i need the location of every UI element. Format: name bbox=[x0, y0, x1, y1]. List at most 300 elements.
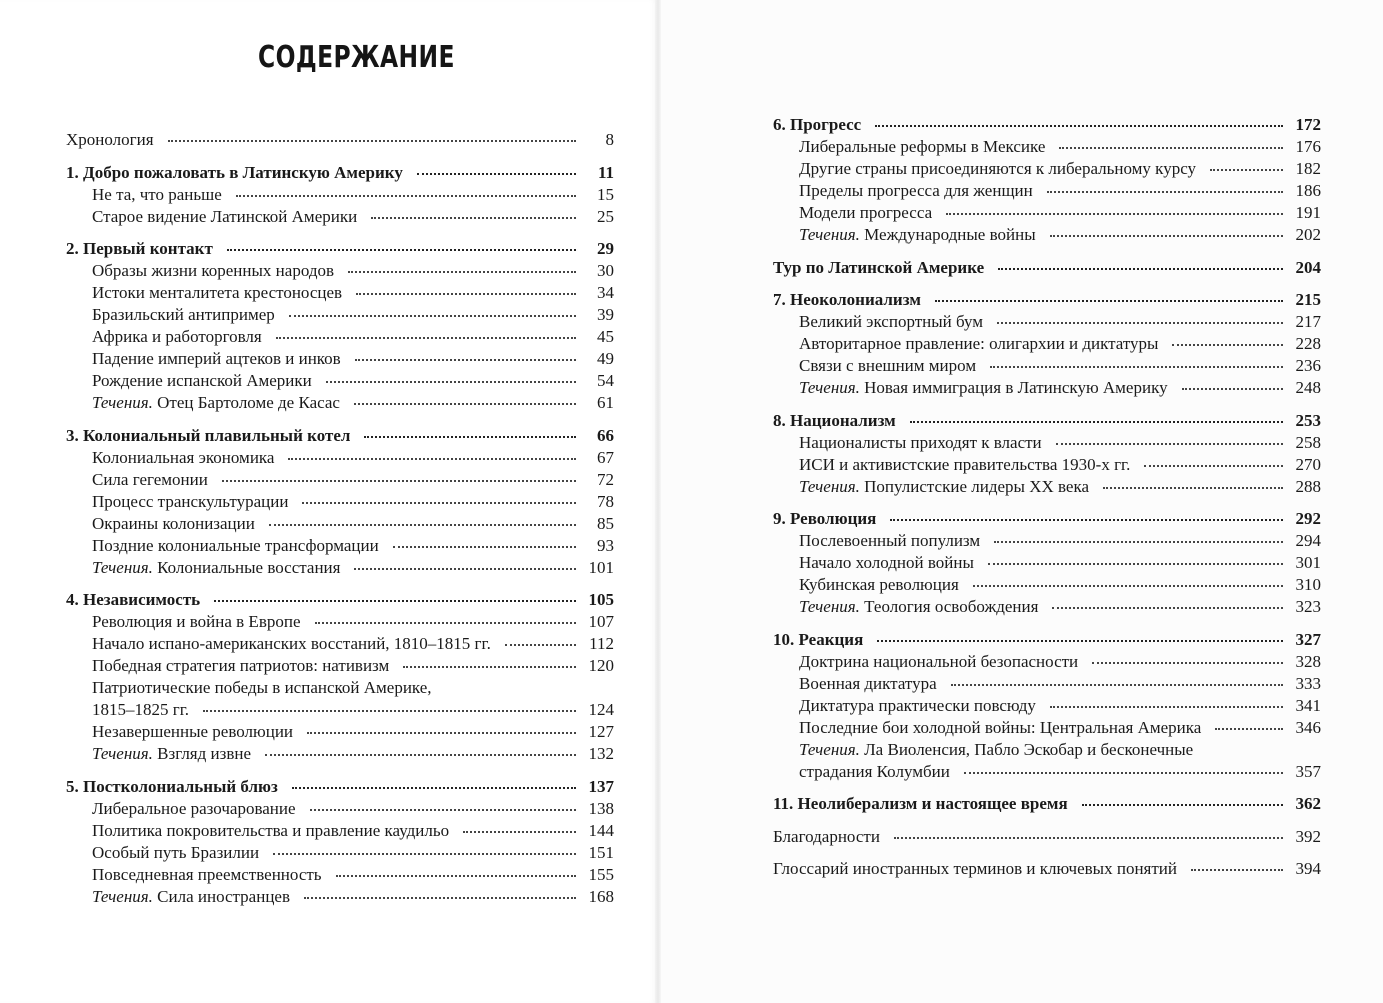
leader-dots bbox=[315, 622, 577, 624]
toc-page-number: 107 bbox=[588, 612, 614, 631]
leader-dots bbox=[1059, 147, 1283, 149]
toc-entry-label bbox=[92, 326, 262, 348]
toc-entry-label bbox=[66, 589, 200, 611]
toc-entry-chapter[interactable] bbox=[773, 508, 1321, 530]
toc-chapter-block bbox=[66, 162, 614, 228]
toc-page-number: 202 bbox=[1295, 225, 1321, 244]
toc-entry-subsection[interactable] bbox=[66, 820, 614, 842]
toc-entry-label bbox=[799, 476, 1089, 498]
leader-dots bbox=[1082, 804, 1283, 806]
toc-entry-label bbox=[773, 410, 896, 432]
toc-page-number: 270 bbox=[1295, 454, 1321, 474]
toc-entry-subsection[interactable] bbox=[66, 184, 614, 206]
toc-entry-label bbox=[92, 282, 342, 304]
toc-entry-chapter[interactable] bbox=[66, 776, 614, 798]
currents-prefix: Течения. bbox=[92, 744, 153, 763]
toc-entry-label bbox=[92, 184, 222, 206]
leader-dots bbox=[1172, 344, 1283, 346]
toc-page-number: 137 bbox=[588, 776, 614, 796]
toc-entry-subsection[interactable] bbox=[773, 673, 1321, 695]
leader-dots bbox=[356, 293, 576, 295]
toc-entry-label: Хронология bbox=[66, 130, 154, 149]
toc-entry-subsection[interactable] bbox=[66, 699, 614, 721]
currents-prefix: Течения. bbox=[799, 597, 860, 616]
toc-entry-label bbox=[92, 260, 334, 282]
toc-page-number: 172 bbox=[1295, 115, 1321, 134]
leader-dots bbox=[292, 787, 576, 789]
toc-entry-label bbox=[92, 348, 341, 370]
toc-entry-label bbox=[92, 820, 449, 842]
leader-dots bbox=[336, 875, 576, 877]
toc-entry-text: Международные войны bbox=[864, 225, 1036, 244]
toc-page-number: 151 bbox=[588, 842, 614, 862]
toc-entry-subsection[interactable] bbox=[773, 377, 1321, 399]
toc-entry-label bbox=[799, 377, 1168, 399]
currents-prefix: Течения. bbox=[799, 378, 860, 397]
toc-page-number: 327 bbox=[1295, 629, 1321, 649]
toc-page-number: 258 bbox=[1295, 432, 1321, 452]
toc-entry-chapter[interactable] bbox=[773, 257, 1321, 279]
toc-entry-subsection[interactable] bbox=[773, 454, 1321, 476]
toc-chapter-block bbox=[66, 425, 614, 579]
leader-dots bbox=[894, 837, 1283, 839]
toc-entry-label bbox=[66, 425, 350, 447]
leader-dots bbox=[946, 213, 1283, 215]
toc-entry-label bbox=[799, 695, 1036, 717]
book-gutter bbox=[655, 0, 661, 1003]
toc-entry-subsection[interactable] bbox=[66, 348, 614, 370]
toc-entry-label bbox=[799, 432, 1042, 454]
toc-page-number: 138 bbox=[588, 798, 614, 818]
toc-entry-label bbox=[799, 530, 980, 552]
toc-entry-text: Незавершенные революции bbox=[92, 722, 294, 741]
toc-page-number: 66 bbox=[597, 425, 614, 445]
leader-dots bbox=[951, 684, 1283, 686]
leader-dots bbox=[222, 480, 576, 482]
toc-entry-label bbox=[92, 721, 293, 743]
toc-entry-text: Начало холодной войны bbox=[799, 553, 974, 572]
toc-page-number: 182 bbox=[1295, 159, 1321, 178]
toc-page-number: 54 bbox=[597, 371, 614, 390]
toc-entry-text: Процесс транскультурации bbox=[92, 491, 289, 511]
toc-entry-text: Истоки менталитета крестоносцев bbox=[92, 283, 343, 302]
toc-entry-text: Революция и война в Европе bbox=[92, 612, 301, 631]
leader-dots bbox=[1050, 235, 1283, 237]
toc-entry-text: Тур по Латинской Америке bbox=[773, 257, 985, 277]
leader-dots bbox=[1047, 191, 1283, 193]
toc-entry-label bbox=[773, 114, 861, 136]
toc-entry-label bbox=[92, 611, 301, 633]
toc-entry-text: Повседневная преемственность bbox=[92, 864, 322, 884]
toc-entry-subsection[interactable] bbox=[66, 491, 614, 513]
toc-entry-label bbox=[799, 552, 974, 574]
toc-entry-subsection[interactable] bbox=[66, 743, 614, 765]
toc-page-number: 168 bbox=[588, 886, 614, 906]
toc-entry-subsection[interactable] bbox=[66, 326, 614, 348]
leader-dots bbox=[364, 436, 576, 438]
toc-entry-text: Политика покровительства и правление каудильо bbox=[92, 820, 450, 840]
toc-entry-subsection[interactable] bbox=[66, 886, 614, 908]
toc-chronology-block bbox=[66, 129, 614, 151]
toc-page-number: 292 bbox=[1295, 509, 1321, 528]
toc-entry-label bbox=[92, 864, 322, 886]
toc-entry-subsection[interactable] bbox=[66, 513, 614, 535]
toc-entry-label bbox=[92, 535, 379, 557]
toc-entry-text: Бразильский антипример bbox=[92, 305, 275, 324]
toc-entry-subsection[interactable] bbox=[66, 370, 614, 392]
toc-entry-label bbox=[773, 793, 1068, 815]
toc-page-number: 310 bbox=[1295, 575, 1321, 594]
toc-entry-subsection[interactable] bbox=[773, 717, 1321, 739]
toc-page-number: 8 bbox=[605, 130, 614, 149]
toc-entry-text: 10. Реакция bbox=[773, 629, 864, 649]
toc-entry-text-line1: Ла Виоленсия, Пабло Эскобар и бесконечные bbox=[864, 739, 1194, 759]
toc-entry-subsection[interactable] bbox=[66, 469, 614, 491]
toc-entry-text: Диктатура практически повсюду bbox=[799, 695, 1036, 715]
toc-entry-text: Доктрина национальной безопасности bbox=[799, 651, 1079, 671]
leader-dots bbox=[326, 381, 576, 383]
leader-dots bbox=[1103, 487, 1283, 489]
toc-page-number: 85 bbox=[597, 513, 614, 533]
toc-entry-text: 5. Постколониальный блюз bbox=[66, 776, 278, 796]
toc-page-number: 124 bbox=[588, 700, 614, 719]
toc-entry-text: 1. Добро пожаловать в Латинскую Америку bbox=[66, 162, 403, 182]
page-title: СОДЕРЖАНИЕ bbox=[258, 40, 455, 75]
toc-entry-subsection[interactable] bbox=[66, 633, 614, 655]
toc-entry-subsection[interactable] bbox=[66, 392, 614, 414]
leader-dots bbox=[935, 300, 1283, 302]
toc-acknowledgements-block bbox=[773, 826, 1321, 848]
toc-entry-label bbox=[66, 238, 213, 260]
toc-entry-label bbox=[92, 633, 491, 655]
toc-entry-subsection[interactable] bbox=[66, 206, 614, 228]
toc-page-number: 39 bbox=[597, 305, 614, 324]
toc-entry-text: Не та, что раньше bbox=[92, 184, 222, 204]
toc-entry-label bbox=[799, 651, 1078, 673]
toc-entry-subsection[interactable] bbox=[773, 530, 1321, 552]
toc-entry-text: 9. Революция bbox=[773, 509, 877, 528]
toc-entry-text: Великий экспортный бум bbox=[799, 312, 984, 331]
leader-dots bbox=[973, 585, 1283, 587]
toc-entry-text: Победная стратегия патриотов: нативизм bbox=[92, 656, 390, 675]
toc-entry-text-line1: Патриотические победы в испанской Америке, bbox=[92, 678, 432, 697]
leader-dots bbox=[354, 568, 576, 570]
toc-page-number: 248 bbox=[1295, 378, 1321, 397]
toc-entry-label bbox=[773, 257, 984, 279]
toc-page-number: 186 bbox=[1295, 181, 1321, 200]
toc-entry-label bbox=[92, 842, 259, 864]
toc-entry-chronology[interactable] bbox=[66, 129, 614, 151]
toc-entry-subsection[interactable] bbox=[773, 552, 1321, 574]
leader-dots bbox=[203, 710, 576, 712]
toc-entry-text: Рождение испанской Америки bbox=[92, 371, 312, 390]
toc-page-number: 217 bbox=[1295, 312, 1321, 331]
toc-page-number: 93 bbox=[597, 535, 614, 555]
toc-entry-text: Модели прогресса bbox=[799, 203, 933, 222]
toc-page-number: 215 bbox=[1295, 290, 1321, 309]
toc-entry-chapter[interactable] bbox=[66, 238, 614, 260]
toc-entry-label bbox=[799, 158, 1196, 180]
leader-dots bbox=[877, 640, 1283, 642]
leader-dots bbox=[997, 322, 1283, 324]
toc-chapter-block bbox=[66, 589, 614, 765]
toc-entry-label bbox=[773, 858, 1177, 880]
toc-entry-subsection[interactable] bbox=[773, 333, 1321, 355]
toc-entry-text: 6. Прогресс bbox=[773, 115, 862, 134]
toc-entry-label bbox=[799, 673, 937, 695]
toc-entry-text: 11. Неолиберализм и настоящее время bbox=[773, 794, 1068, 813]
toc-entry-label bbox=[773, 629, 863, 651]
toc-page-number: 301 bbox=[1295, 553, 1321, 572]
toc-entry-subsection[interactable] bbox=[773, 651, 1321, 673]
leader-dots bbox=[302, 502, 576, 504]
toc-entry-chapter[interactable] bbox=[773, 629, 1321, 651]
leader-dots bbox=[994, 541, 1283, 543]
toc-entry-text: Окраины колонизации bbox=[92, 513, 255, 533]
toc-entry-subsection[interactable] bbox=[773, 136, 1321, 158]
toc-entry-subsection[interactable] bbox=[66, 655, 614, 677]
toc-entry-label bbox=[799, 761, 950, 783]
toc-entry-subsection[interactable] bbox=[66, 282, 614, 304]
toc-entry-label bbox=[799, 202, 932, 224]
toc-entry-text: Другие страны присоединяются к либеральному курсу bbox=[799, 159, 1197, 178]
toc-entry-subsection[interactable] bbox=[773, 311, 1321, 333]
toc-entry-text: Пределы прогресса для женщин bbox=[799, 181, 1033, 200]
toc-entry-label bbox=[799, 454, 1130, 476]
toc-entry-text: 2. Первый контакт bbox=[66, 239, 213, 258]
toc-entry-subsection[interactable] bbox=[66, 721, 614, 743]
toc-entry-text: Взгляд извне bbox=[157, 744, 252, 763]
toc-entry-subsection[interactable] bbox=[773, 596, 1321, 618]
currents-prefix: Течения. bbox=[92, 886, 153, 906]
toc-entry-subsection[interactable] bbox=[66, 447, 614, 469]
toc-entry-label bbox=[92, 655, 389, 677]
toc-page-number: 323 bbox=[1295, 597, 1321, 616]
toc-page-number: 328 bbox=[1295, 651, 1321, 671]
toc-entry-subsection[interactable] bbox=[66, 864, 614, 886]
toc-entry-subsection[interactable] bbox=[773, 695, 1321, 717]
toc-entry-wrap-line bbox=[66, 677, 614, 699]
toc-entry-glossary[interactable] bbox=[773, 858, 1321, 880]
leader-dots bbox=[505, 644, 576, 646]
currents-prefix: Течения. bbox=[92, 393, 153, 412]
currents-prefix: Течения. bbox=[92, 557, 153, 577]
toc-chapter-block bbox=[773, 508, 1321, 618]
leader-dots bbox=[1191, 869, 1283, 871]
toc-entry-text: Либеральное разочарование bbox=[92, 798, 296, 818]
toc-entry-subsection[interactable] bbox=[773, 574, 1321, 596]
toc-entry-label bbox=[799, 333, 1158, 355]
toc-entry-label bbox=[92, 743, 251, 765]
toc-entry-text: 4. Независимость bbox=[66, 590, 201, 609]
toc-entry-subsection[interactable] bbox=[773, 761, 1321, 783]
toc-entry-subsection[interactable] bbox=[66, 260, 614, 282]
leader-dots bbox=[1052, 607, 1283, 609]
toc-entry-chapter[interactable] bbox=[773, 114, 1321, 136]
toc-right-column bbox=[773, 114, 1321, 891]
leader-dots bbox=[304, 897, 576, 899]
toc-chapter-block bbox=[66, 776, 614, 908]
toc-page-number: 236 bbox=[1295, 356, 1321, 375]
toc-page-number: 294 bbox=[1295, 531, 1321, 550]
toc-entry-label bbox=[66, 776, 278, 798]
toc-page-number: 333 bbox=[1295, 673, 1321, 693]
toc-entry-label bbox=[773, 508, 876, 530]
toc-page-number: 61 bbox=[597, 393, 614, 412]
leader-dots bbox=[998, 268, 1283, 270]
toc-page-number: 25 bbox=[597, 206, 614, 226]
leader-dots bbox=[1092, 662, 1283, 664]
leader-dots bbox=[393, 546, 576, 548]
toc-entry-text: Колониальная экономика bbox=[92, 447, 275, 467]
leader-dots bbox=[273, 853, 576, 855]
toc-entry-label bbox=[799, 596, 1038, 618]
toc-left-column bbox=[66, 129, 614, 918]
toc-entry-label bbox=[799, 224, 1036, 246]
toc-entry-acknowledgements[interactable] bbox=[773, 826, 1321, 848]
toc-chapter-block bbox=[773, 629, 1321, 783]
toc-page-number: 176 bbox=[1295, 137, 1321, 156]
toc-entry-subsection[interactable] bbox=[773, 432, 1321, 454]
toc-entry-text: Африка и работорговля bbox=[92, 327, 262, 346]
toc-entry-text: Связи с внешним миром bbox=[799, 356, 977, 375]
leader-dots bbox=[227, 249, 576, 251]
toc-page-number: 101 bbox=[588, 557, 614, 577]
toc-page-number: 11 bbox=[597, 162, 614, 182]
leader-dots bbox=[289, 315, 576, 317]
toc-chapter-block bbox=[773, 114, 1321, 246]
toc-entry-subsection[interactable] bbox=[66, 842, 614, 864]
toc-page-number: 341 bbox=[1295, 695, 1321, 715]
toc-entry-text: Новая иммиграция в Латинскую Америку bbox=[864, 378, 1168, 397]
toc-page-number: 49 bbox=[597, 349, 614, 368]
toc-entry-label bbox=[92, 469, 208, 491]
toc-entry-label bbox=[799, 136, 1045, 158]
leader-dots bbox=[1056, 443, 1283, 445]
toc-entry-label bbox=[799, 717, 1201, 739]
toc-entry-label bbox=[92, 206, 357, 228]
toc-page-number: 67 bbox=[597, 447, 614, 467]
toc-entry-label bbox=[92, 513, 255, 535]
toc-entry-chapter[interactable] bbox=[773, 410, 1321, 432]
toc-entry-chapter[interactable] bbox=[66, 589, 614, 611]
toc-entry-text: Авторитарное правление: олигархии и диктатуры bbox=[799, 334, 1159, 353]
toc-entry-subsection[interactable] bbox=[773, 476, 1321, 498]
toc-page-number: 120 bbox=[588, 656, 614, 675]
toc-page-number: 144 bbox=[588, 820, 614, 840]
toc-entry-text: страдания Колумбии bbox=[799, 761, 950, 781]
toc-entry-text: Послевоенный популизм bbox=[799, 531, 981, 550]
toc-glossary-block bbox=[773, 858, 1321, 880]
toc-entry-chapter[interactable] bbox=[66, 162, 614, 184]
leader-dots bbox=[214, 600, 576, 602]
toc-entry-chapter[interactable] bbox=[773, 289, 1321, 311]
leader-dots bbox=[307, 732, 576, 734]
toc-entry-text: Старое видение Латинской Америки bbox=[92, 206, 358, 226]
toc-page-number: 357 bbox=[1295, 761, 1321, 781]
toc-entry-subsection[interactable] bbox=[773, 180, 1321, 202]
currents-prefix: Течения. bbox=[799, 476, 860, 496]
currents-prefix: Течения. bbox=[799, 225, 860, 244]
leader-dots bbox=[354, 403, 576, 405]
toc-entry-subsection[interactable] bbox=[773, 224, 1321, 246]
toc-entry-text: Кубинская революция bbox=[799, 575, 959, 594]
toc-entry-label bbox=[92, 798, 296, 820]
toc-entry-text: Особый путь Бразилии bbox=[92, 842, 260, 862]
toc-entry-chapter[interactable] bbox=[66, 425, 614, 447]
toc-entry-text: Образы жизни коренных народов bbox=[92, 261, 335, 280]
toc-page-number: 105 bbox=[588, 590, 614, 609]
toc-entry-text: Националисты приходят к власти bbox=[799, 432, 1042, 452]
toc-entry-label bbox=[773, 289, 921, 311]
toc-entry-wrap-line bbox=[773, 739, 1321, 761]
leader-dots bbox=[265, 754, 576, 756]
toc-page-number: 78 bbox=[597, 491, 614, 511]
leader-dots bbox=[1210, 169, 1283, 171]
leader-dots bbox=[1050, 706, 1283, 708]
leader-dots bbox=[371, 217, 576, 219]
toc-entry-text: Популистские лидеры XX века bbox=[864, 476, 1090, 496]
toc-entry-label bbox=[799, 574, 959, 596]
leader-dots bbox=[288, 458, 576, 460]
toc-entry-subsection[interactable] bbox=[66, 557, 614, 579]
leader-dots bbox=[355, 359, 576, 361]
toc-page-number: 191 bbox=[1295, 203, 1321, 222]
toc-entry-label bbox=[799, 355, 976, 377]
toc-entry-subsection[interactable] bbox=[66, 798, 614, 820]
toc-chapter-block bbox=[66, 238, 614, 414]
toc-entry-text: Поздние колониальные трансформации bbox=[92, 535, 379, 555]
leader-dots bbox=[403, 666, 576, 668]
leader-dots bbox=[168, 140, 576, 142]
toc-entry-text: Либеральные реформы в Мексике bbox=[799, 137, 1046, 156]
toc-entry-chapter[interactable] bbox=[773, 793, 1321, 815]
toc-entry-text: Глоссарий иностранных терминов и ключевых понятий bbox=[773, 859, 1177, 878]
toc-page-number: 112 bbox=[589, 634, 614, 653]
toc-chapter-block bbox=[773, 289, 1321, 399]
toc-entry-label bbox=[92, 886, 290, 908]
toc-entry-text: Последние бои холодной войны: Центральная Америка bbox=[799, 717, 1202, 737]
toc-entry-text: Начало испано-американских восстаний, 1810–1815 гг. bbox=[92, 634, 491, 653]
toc-entry-label bbox=[92, 491, 288, 513]
toc-page-number: 45 bbox=[597, 327, 614, 346]
leader-dots bbox=[1182, 388, 1283, 390]
toc-entry-text: Падение империй ацтеков и инков bbox=[92, 349, 341, 368]
toc-page-number: 288 bbox=[1295, 476, 1321, 496]
toc-entry-subsection[interactable] bbox=[773, 355, 1321, 377]
toc-entry-text: Благодарности bbox=[773, 826, 880, 846]
leader-dots bbox=[269, 524, 576, 526]
toc-entry-label bbox=[92, 447, 274, 469]
leader-dots bbox=[236, 195, 576, 197]
currents-prefix: Течения. bbox=[799, 739, 860, 759]
toc-entry-text: 7. Неоколониализм bbox=[773, 290, 921, 309]
toc-entry-text: Сила гегемонии bbox=[92, 469, 208, 489]
toc-entry-label bbox=[799, 180, 1033, 202]
toc-page-number: 132 bbox=[588, 744, 614, 763]
toc-entry-label bbox=[92, 392, 340, 414]
leader-dots bbox=[417, 173, 576, 175]
toc-entry-subsection[interactable] bbox=[66, 611, 614, 633]
toc-entry-subsection[interactable] bbox=[66, 304, 614, 326]
toc-entry-text: Сила иностранцев bbox=[157, 886, 290, 906]
toc-page-number: 30 bbox=[597, 261, 614, 280]
toc-entry-subsection[interactable] bbox=[66, 535, 614, 557]
toc-entry-subsection[interactable] bbox=[773, 158, 1321, 180]
toc-page-number: 362 bbox=[1295, 794, 1321, 813]
toc-entry-subsection[interactable] bbox=[773, 202, 1321, 224]
toc-page-number: 127 bbox=[588, 722, 614, 741]
